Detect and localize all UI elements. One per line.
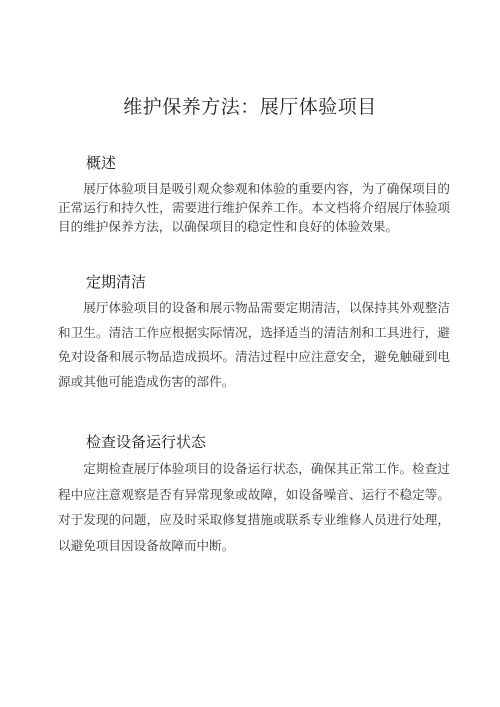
section-body-cleaning: 展厅体验项目的设备和展示物品需要定期清洁，以保持其外观整洁和卫生。清洁工作应根据实际情况，选择适当的清洁剂和工具进行，避免对设备和展示物品造成损坏。清洁过程中应注意安全，避免触碰到电源或其他可能造成伤害的部件。: [58, 300, 450, 389]
section-heading-cleaning: 定期清洁: [86, 273, 147, 291]
section-body-overview: 展厅体验项目是吸引观众参观和体验的重要内容，为了确保项目的正常运行和持久性，需要进行维护保养工作。本文档将介绍展厅体验项目的维护保养方法，以确保项目的稳定性和良好的体验效果。: [58, 181, 450, 234]
section-heading-equipment-check: 检查设备运行状态: [86, 433, 207, 451]
section-heading-overview: 概述: [86, 154, 117, 172]
page-title: 维护保养方法：展厅体验项目: [123, 96, 377, 118]
section-body-equipment-check: 定期检查展厅体验项目的设备运行状态，确保其正常工作。检查过程中应注意观察是否有异常现象或故障，如设备噪音、运行不稳定等。对于发现的问题，应及时采取修复措施或联系专业维修人员进行处理，以避免项目因设备故障而中断。: [58, 461, 450, 553]
